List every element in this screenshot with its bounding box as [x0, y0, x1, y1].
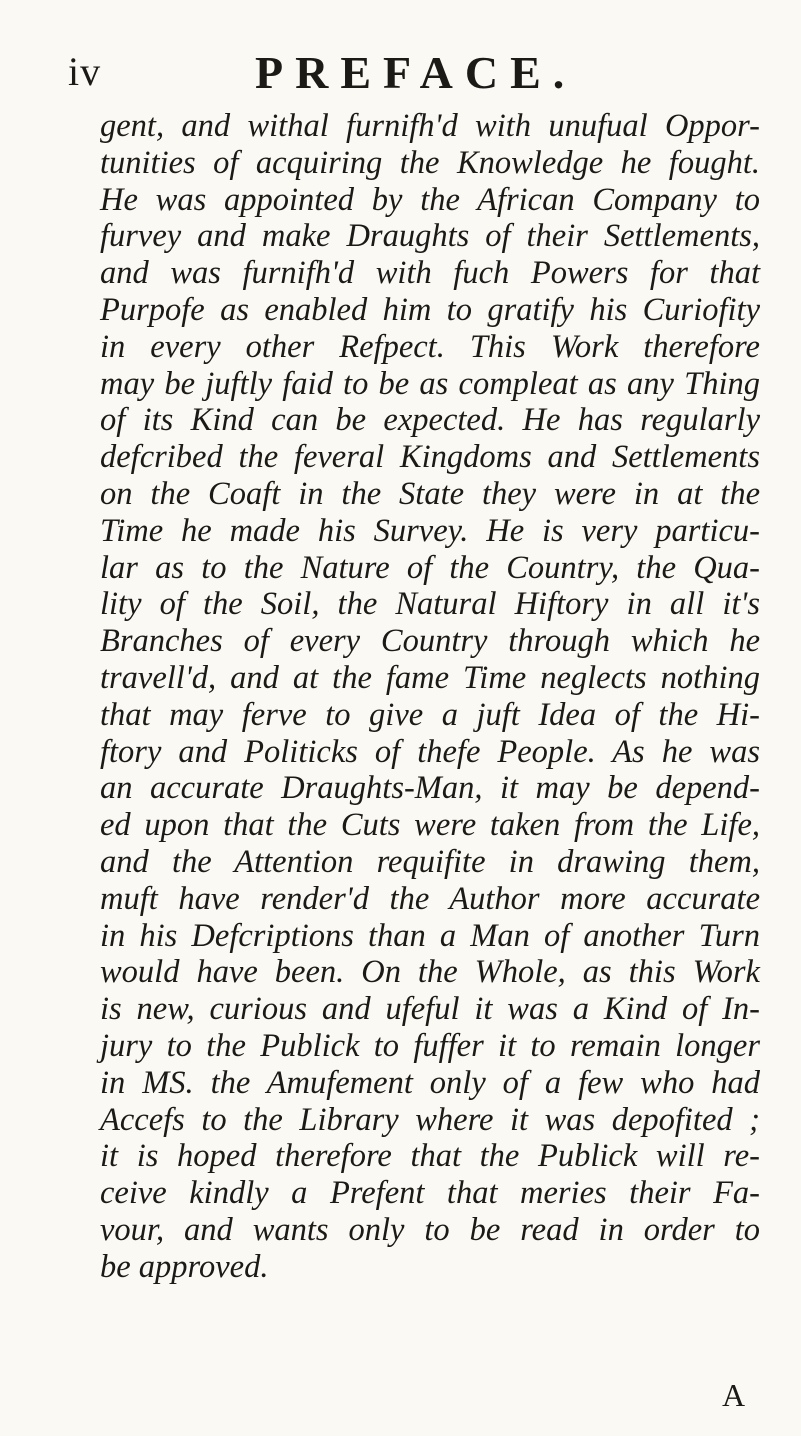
text-line: in every other Refpect. This Work therefore — [100, 328, 760, 365]
text-line: an accurate Draughts-Man, it may be depend- — [100, 770, 760, 807]
text-line: travell'd, and at the fame Time neglects nothing — [100, 659, 760, 696]
text-line: Branches of every Country through which he — [100, 623, 760, 660]
text-line: ftory and Politicks of thefe People. As he was — [100, 733, 760, 770]
text-line: and was furnifh'd with fuch Powers for that — [100, 255, 760, 292]
text-line: tunities of acquiring the Knowledge he fought. — [100, 144, 760, 181]
text-line: ceive kindly a Prefent that meries their Fa- — [100, 1175, 760, 1212]
text-line: gent, and withal furnifh'd with unufual Oppor- — [100, 108, 760, 144]
text-line: be approved. — [100, 1248, 269, 1285]
text-line: may be juftly faid to be as compleat as any Thing — [100, 365, 760, 402]
text-line: of its Kind can be expected. He has regularly — [100, 402, 760, 439]
text-line: in MS. the Amufement only of a few who had — [100, 1064, 760, 1101]
preface-text — [100, 108, 760, 1286]
running-head: PREFACE. — [255, 47, 577, 98]
text-line: and the Attention requifite in drawing them, — [100, 843, 760, 880]
text-line: it is hoped therefore that the Publick will re- — [100, 1138, 760, 1175]
text-line: that may ferve to give a juft Idea of the Hi- — [100, 696, 760, 733]
text-line: jury to the Publick to fuffer it to remain longer — [100, 1027, 760, 1064]
text-line: lar as to the Nature of the Country, the Qua- — [100, 549, 760, 586]
text-line: is new, curious and ufeful it was a Kind of In- — [100, 991, 760, 1028]
text-line: ed upon that the Cuts were taken from the Life, — [100, 807, 760, 844]
text-line: Time he made his Survey. He is very particu- — [100, 512, 760, 549]
text-line: defcribed the feveral Kingdoms and Settlements — [100, 439, 760, 476]
page-header — [0, 40, 801, 100]
text-line: He was appointed by the African Company to — [100, 181, 760, 218]
text-line: muft have render'd the Author more accurate — [100, 880, 760, 917]
page-number: iv — [68, 49, 102, 94]
catchword: A — [722, 1377, 746, 1413]
text-line: would have been. On the Whole, as this Work — [100, 954, 760, 991]
text-line: vour, and wants only to be read in order to — [100, 1211, 760, 1248]
text-line: Purpofe as enabled him to gratify his Curiofity — [100, 291, 760, 328]
text-line: on the Coaft in the State they were in at the — [100, 475, 760, 512]
text-line: furvey and make Draughts of their Settlements, — [100, 218, 760, 255]
text-line: in his Defcriptions than a Man of another Turn — [100, 917, 760, 954]
text-line: lity of the Soil, the Natural Hiftory in all it's — [100, 586, 760, 623]
text-line: Accefs to the Library where it was depofited ; — [100, 1101, 760, 1138]
